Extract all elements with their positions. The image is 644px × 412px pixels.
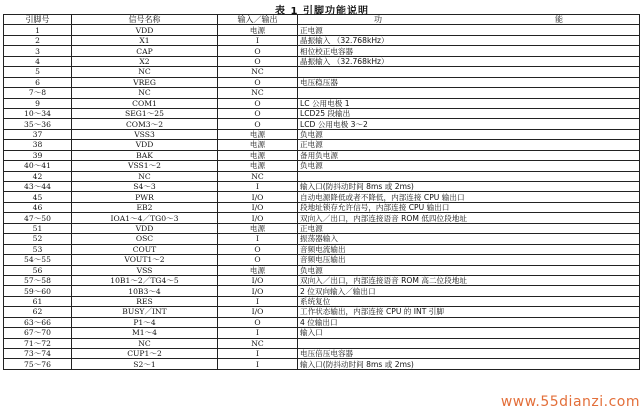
table-row xyxy=(4,56,640,66)
function-cell xyxy=(298,67,640,77)
site-watermark: www.55dianzi.com xyxy=(500,394,640,410)
table-row xyxy=(4,223,640,233)
signal-name-cell: PWR xyxy=(72,192,218,202)
signal-name-cell: CAP xyxy=(72,46,218,56)
io-type-cell: NC xyxy=(218,67,298,77)
function-cell: 输入口(防抖动时间 8ms 或 2ms) xyxy=(298,359,640,369)
table-row xyxy=(4,108,640,118)
pin-number-cell: 9 xyxy=(4,98,72,108)
io-type-cell: 电源 xyxy=(218,161,298,171)
pin-number-cell: 2 xyxy=(4,35,72,45)
pin-number-cell: 45 xyxy=(4,192,72,202)
function-cell xyxy=(298,338,640,348)
table-row xyxy=(4,88,640,98)
io-type-cell: I xyxy=(218,359,298,369)
pin-number-cell: 73～74 xyxy=(4,349,72,359)
signal-name-cell: 10B1～2／TG4～5 xyxy=(72,275,218,285)
pin-number-cell: 67～70 xyxy=(4,328,72,338)
pin-number-cell: 57～58 xyxy=(4,275,72,285)
function-cell: 晶振输入 （32.768kHz） xyxy=(298,56,640,66)
table-row xyxy=(4,234,640,244)
table-row xyxy=(4,328,640,338)
function-cell: 负电源 xyxy=(298,161,640,171)
table-row xyxy=(4,150,640,160)
pin-number-cell: 38 xyxy=(4,140,72,150)
io-type-cell: O xyxy=(218,56,298,66)
function-cell: 工作状态输出，内部连接 CPU 的 INT 引脚 xyxy=(298,307,640,317)
signal-name-cell: X2 xyxy=(72,56,218,66)
table-row xyxy=(4,255,640,265)
table-row xyxy=(4,244,640,254)
function-cell: 双向入／出口，内部连接语音 ROM 高二位段地址 xyxy=(298,275,640,285)
signal-name-cell: S2～1 xyxy=(72,359,218,369)
table-row xyxy=(4,67,640,77)
pin-number-cell: 75～76 xyxy=(4,359,72,369)
signal-name-cell: SEG1～25 xyxy=(72,108,218,118)
signal-name-cell: VOUT1～2 xyxy=(72,255,218,265)
signal-name-cell: OSC xyxy=(72,234,218,244)
pin-number-cell: 10～34 xyxy=(4,108,72,118)
io-type-cell: I xyxy=(218,328,298,338)
io-type-cell: O xyxy=(218,77,298,87)
function-cell: 电压倍压电容器 xyxy=(298,349,640,359)
pin-number-cell: 43～44 xyxy=(4,182,72,192)
function-cell: 振荡器输入 xyxy=(298,234,640,244)
io-type-cell: I/O xyxy=(218,307,298,317)
signal-name-cell: VSS3 xyxy=(72,129,218,139)
pin-function-table xyxy=(3,14,640,370)
pin-number-cell: 39 xyxy=(4,150,72,160)
function-cell: 输入口(防抖动时间 8ms 或 2ms) xyxy=(298,182,640,192)
function-cell: 负电源 xyxy=(298,265,640,275)
signal-name-cell: VREG xyxy=(72,77,218,87)
function-cell: LCD25 段输出 xyxy=(298,108,640,118)
signal-name-cell: COM3～2 xyxy=(72,119,218,129)
signal-name-cell: P1～4 xyxy=(72,317,218,327)
table-title: 表 1 引脚功能说明 xyxy=(275,6,369,17)
signal-name-cell: NC xyxy=(72,171,218,181)
signal-name-cell: X1 xyxy=(72,35,218,45)
table-row xyxy=(4,338,640,348)
io-type-cell: I/O xyxy=(218,192,298,202)
pin-number-cell: 62 xyxy=(4,307,72,317)
io-type-cell: I xyxy=(218,349,298,359)
signal-name-cell: NC xyxy=(72,67,218,77)
io-type-cell: O xyxy=(218,317,298,327)
signal-name-cell: BUSY／INT xyxy=(72,307,218,317)
function-cell: 备用负电源 xyxy=(298,150,640,160)
io-type-cell: 电源 xyxy=(218,140,298,150)
io-type-cell: O xyxy=(218,46,298,56)
table-row xyxy=(4,140,640,150)
pin-number-cell: 46 xyxy=(4,202,72,212)
table-row xyxy=(4,265,640,275)
io-type-cell: I/O xyxy=(218,275,298,285)
function-cell: 负电源 xyxy=(298,129,640,139)
table-row xyxy=(4,98,640,108)
function-cell: 相位校正电容器 xyxy=(298,46,640,56)
pin-number-cell: 56 xyxy=(4,265,72,275)
io-type-cell: 电源 xyxy=(218,150,298,160)
function-cell: 系统复位 xyxy=(298,296,640,306)
function-cell: 4 位输出口 xyxy=(298,317,640,327)
io-type-cell: O xyxy=(218,98,298,108)
signal-name-cell: CUP1～2 xyxy=(72,349,218,359)
signal-name-cell: VSS1～2 xyxy=(72,161,218,171)
pin-number-cell: 6 xyxy=(4,77,72,87)
table-header-row xyxy=(4,15,640,25)
function-cell xyxy=(298,88,640,98)
signal-name-cell: EB2 xyxy=(72,202,218,212)
io-type-cell: O xyxy=(218,119,298,129)
pin-number-cell: 40～41 xyxy=(4,161,72,171)
pin-number-cell: 7～8 xyxy=(4,88,72,98)
function-cell: 正电源 xyxy=(298,223,640,233)
signal-name-cell: VDD xyxy=(72,223,218,233)
table-row xyxy=(4,317,640,327)
signal-name-cell: VSS xyxy=(72,265,218,275)
signal-name-cell: BAK xyxy=(72,150,218,160)
function-cell: 音频电压输出 xyxy=(298,255,640,265)
table-row xyxy=(4,202,640,212)
function-cell: 电压稳压器 xyxy=(298,77,640,87)
table-row xyxy=(4,182,640,192)
table-row xyxy=(4,161,640,171)
io-type-cell: I xyxy=(218,35,298,45)
function-cell: 正电源 xyxy=(298,140,640,150)
pin-number-cell: 37 xyxy=(4,129,72,139)
io-type-cell: 电源 xyxy=(218,25,298,35)
pin-number-cell: 1 xyxy=(4,25,72,35)
pin-number-cell: 63～66 xyxy=(4,317,72,327)
pin-number-cell: 59～60 xyxy=(4,286,72,296)
function-cell xyxy=(298,171,640,181)
signal-name-cell: VDD xyxy=(72,140,218,150)
table-row xyxy=(4,25,640,35)
io-type-cell: NC xyxy=(218,338,298,348)
col-header-signal: 信号名称 xyxy=(72,15,218,25)
pin-number-cell: 71～72 xyxy=(4,338,72,348)
signal-name-cell: COM1 xyxy=(72,98,218,108)
pin-number-cell: 61 xyxy=(4,296,72,306)
signal-name-cell: M1～4 xyxy=(72,328,218,338)
table-row xyxy=(4,46,640,56)
signal-name-cell: NC xyxy=(72,88,218,98)
table-row xyxy=(4,359,640,369)
io-type-cell: O xyxy=(218,244,298,254)
io-type-cell: O xyxy=(218,108,298,118)
col-header-function: 功 能 xyxy=(298,15,640,25)
io-type-cell: 电源 xyxy=(218,265,298,275)
pin-number-cell: 54～55 xyxy=(4,255,72,265)
io-type-cell: I xyxy=(218,234,298,244)
function-cell: 正电源 xyxy=(298,25,640,35)
signal-name-cell: COUT xyxy=(72,244,218,254)
io-type-cell: I/O xyxy=(218,213,298,223)
table-row xyxy=(4,77,640,87)
table-row xyxy=(4,307,640,317)
col-header-pin: 引脚号 xyxy=(4,15,72,25)
table-row xyxy=(4,192,640,202)
table-row xyxy=(4,275,640,285)
function-cell: 输入口 xyxy=(298,328,640,338)
function-cell: LC 公用电极 1 xyxy=(298,98,640,108)
io-type-cell: I/O xyxy=(218,286,298,296)
table-row xyxy=(4,349,640,359)
pin-number-cell: 53 xyxy=(4,244,72,254)
io-type-cell: NC xyxy=(218,171,298,181)
io-type-cell: 电源 xyxy=(218,223,298,233)
signal-name-cell: VDD xyxy=(72,25,218,35)
signal-name-cell: NC xyxy=(72,338,218,348)
table-row xyxy=(4,119,640,129)
pin-number-cell: 3 xyxy=(4,46,72,56)
table-row xyxy=(4,129,640,139)
signal-name-cell: 10B3～4 xyxy=(72,286,218,296)
table-row xyxy=(4,171,640,181)
function-cell: LCD 公用电极 3～2 xyxy=(298,119,640,129)
col-header-io: 输入／输出 xyxy=(218,15,298,25)
io-type-cell: I xyxy=(218,296,298,306)
signal-name-cell: S4～3 xyxy=(72,182,218,192)
signal-name-cell: IOA1～4／TG0～3 xyxy=(72,213,218,223)
table-row xyxy=(4,286,640,296)
io-type-cell: NC xyxy=(218,88,298,98)
io-type-cell: O xyxy=(218,255,298,265)
function-cell: 晶振输入 （32.768kHz） xyxy=(298,35,640,45)
pin-number-cell: 4 xyxy=(4,56,72,66)
pin-number-cell: 5 xyxy=(4,67,72,77)
table-row xyxy=(4,35,640,45)
table-row xyxy=(4,296,640,306)
function-cell: 2 位双向输入／输出口 xyxy=(298,286,640,296)
pin-number-cell: 35～36 xyxy=(4,119,72,129)
io-type-cell: 电源 xyxy=(218,129,298,139)
pin-number-cell: 52 xyxy=(4,234,72,244)
pin-number-cell: 47～50 xyxy=(4,213,72,223)
io-type-cell: I xyxy=(218,182,298,192)
io-type-cell: I/O xyxy=(218,202,298,212)
pin-number-cell: 51 xyxy=(4,223,72,233)
function-cell: 音频电流输出 xyxy=(298,244,640,254)
function-cell: 双向入／出口，内部连接语音 ROM 低四位段地址 xyxy=(298,213,640,223)
pin-number-cell: 42 xyxy=(4,171,72,181)
table-row xyxy=(4,213,640,223)
function-cell: 自动电源降低或者不降低，内部连接 CPU 输出口 xyxy=(298,192,640,202)
function-cell: 段地址锁存允许信号，内部连接 CPU 输出口 xyxy=(298,202,640,212)
signal-name-cell: RES xyxy=(72,296,218,306)
